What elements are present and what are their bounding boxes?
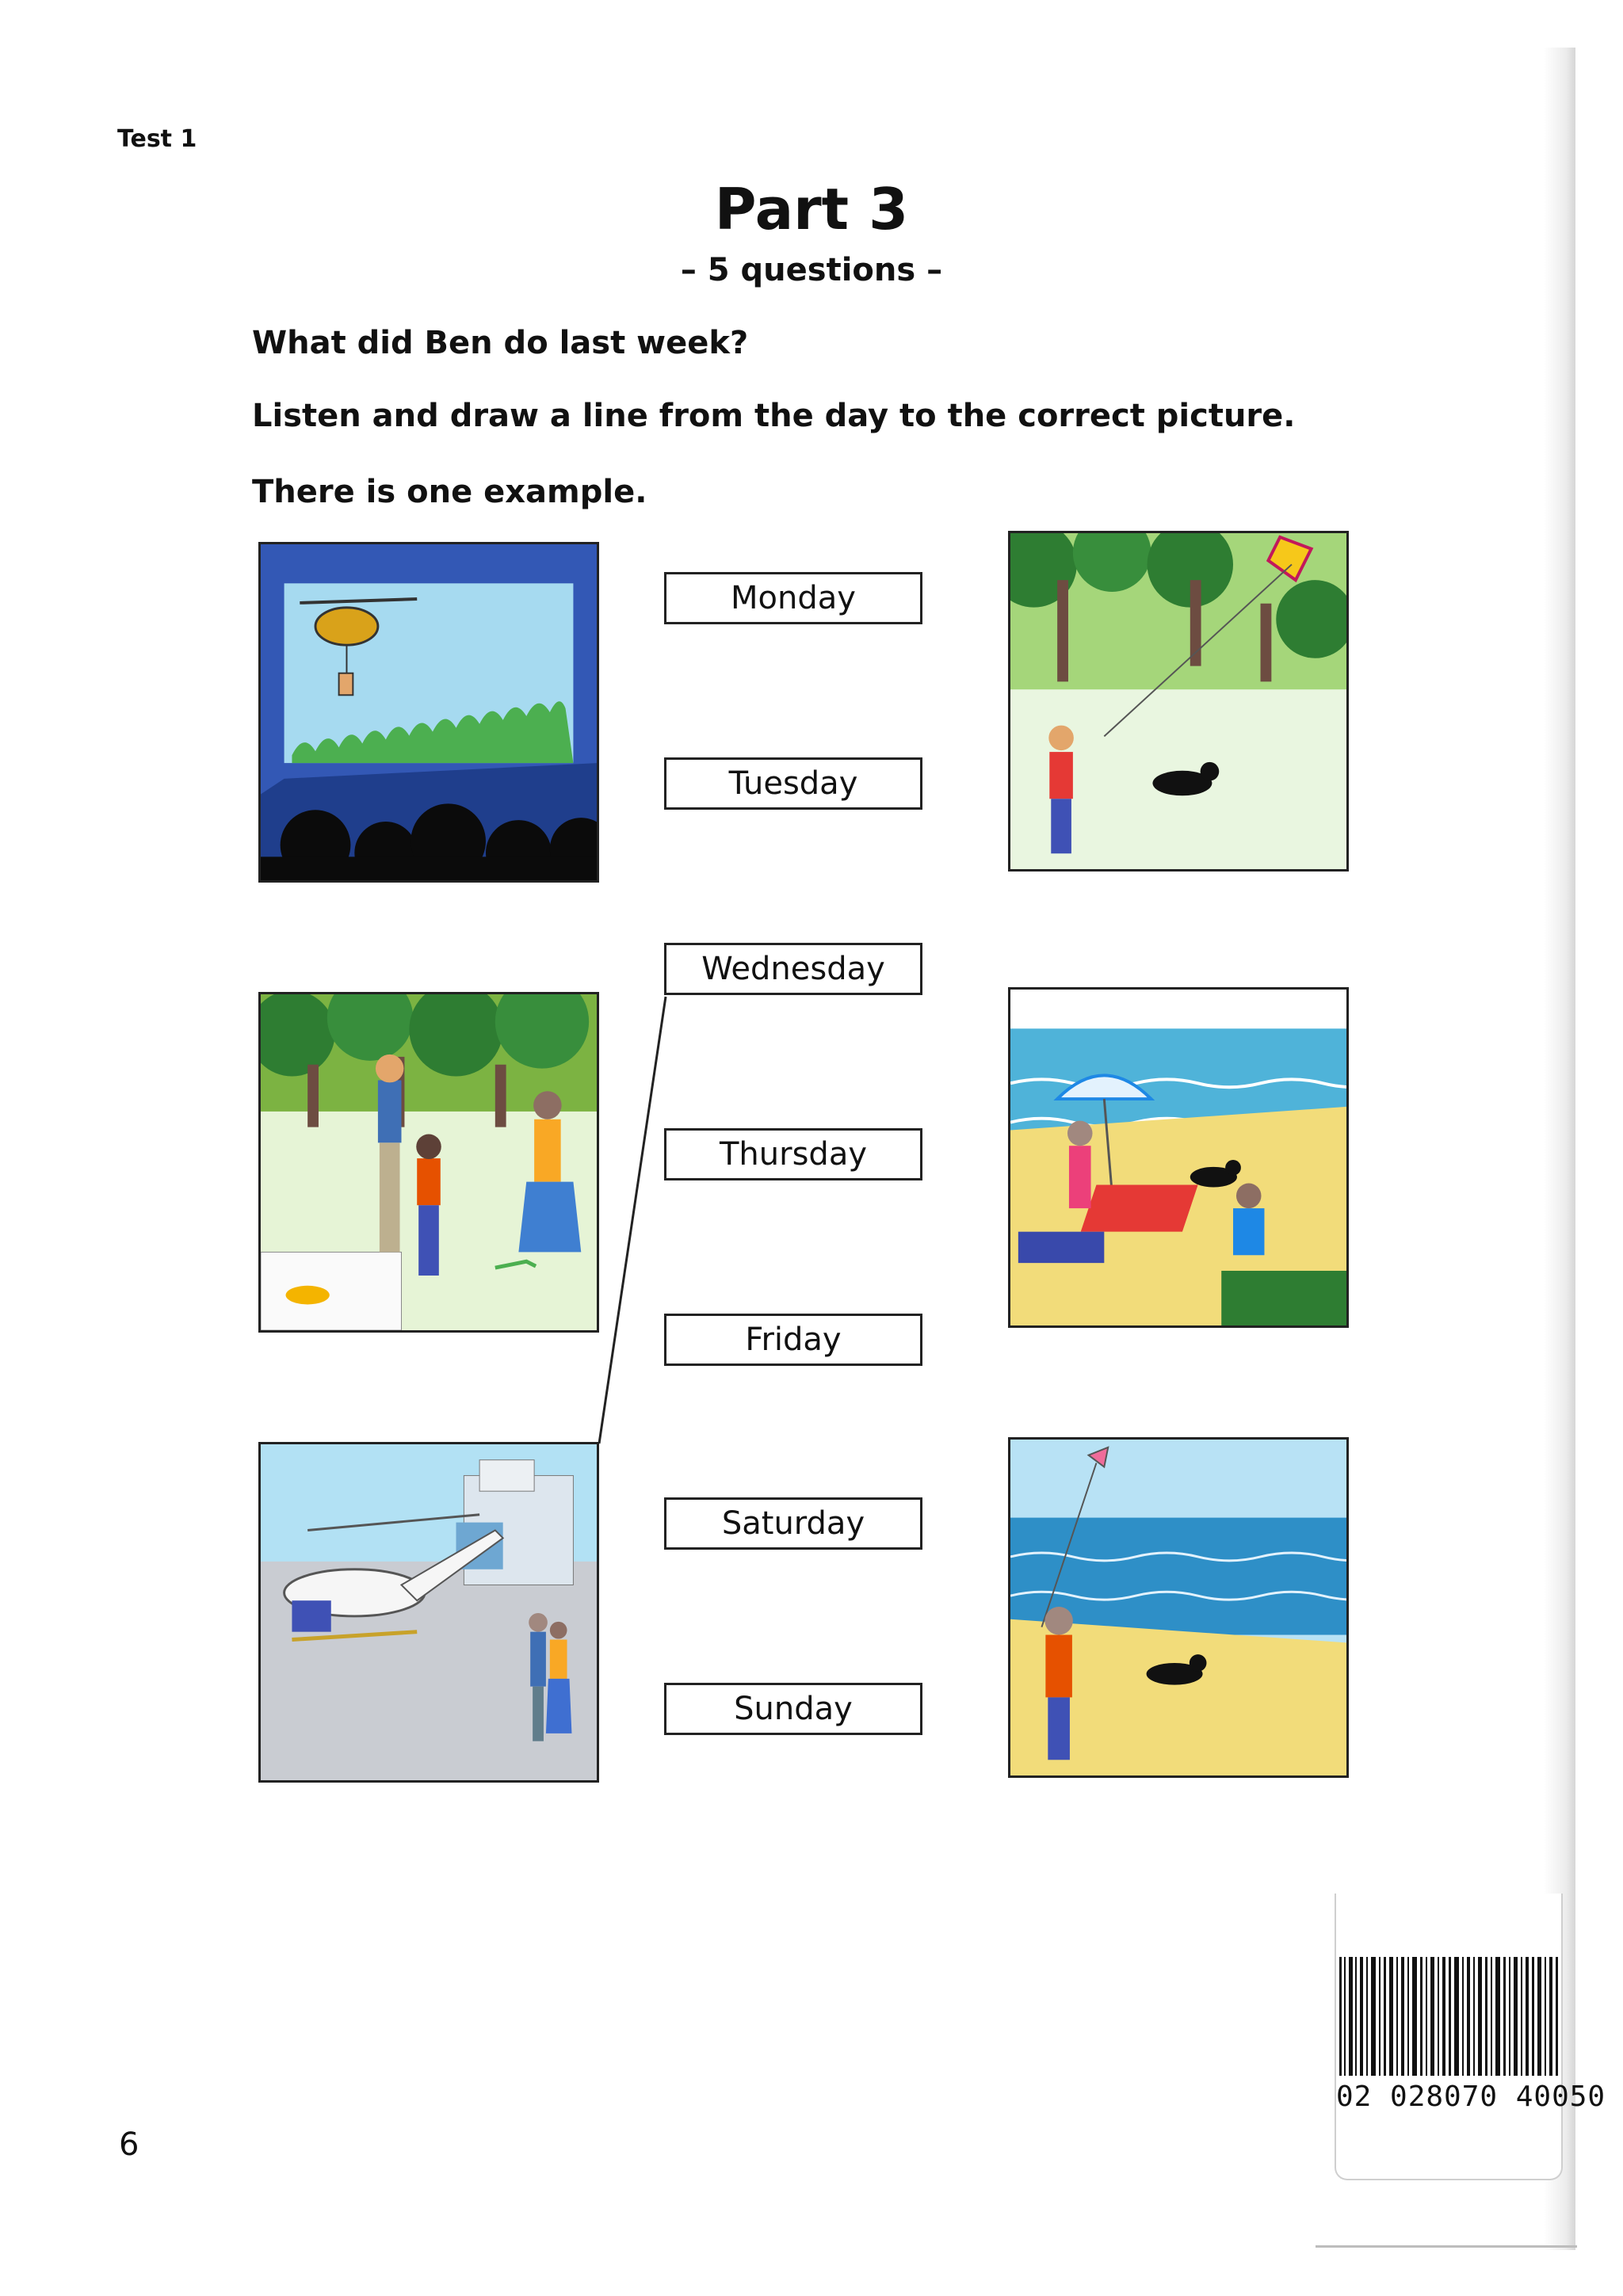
barcode-sticker <box>1335 1894 1606 2180</box>
picture-cinema-film[interactable] <box>258 542 599 883</box>
example-note: There is one example. <box>252 474 647 510</box>
day-box-wednesday[interactable]: Wednesday <box>664 943 922 995</box>
day-box-monday[interactable]: Monday <box>664 572 922 624</box>
part-title: Part 3 <box>714 176 909 242</box>
question-text: What did Ben do last week? <box>252 325 749 361</box>
page-number: 6 <box>119 2126 139 2163</box>
picture-picnic-in-forest[interactable] <box>258 992 599 1333</box>
picture-airport-helicopter[interactable] <box>258 1442 599 1783</box>
test-label: Test 1 <box>117 125 197 153</box>
part-subtitle: – 5 questions – <box>680 252 943 288</box>
picture-kite-on-beach[interactable] <box>1008 1437 1349 1778</box>
day-box-sunday[interactable]: Sunday <box>664 1683 922 1735</box>
day-box-friday[interactable]: Friday <box>664 1314 922 1366</box>
picture-flying-kite-in-park[interactable] <box>1008 531 1349 871</box>
bottom-rule <box>1316 2245 1577 2248</box>
day-box-tuesday[interactable]: Tuesday <box>664 757 922 810</box>
picture-family-at-beach[interactable] <box>1008 987 1349 1328</box>
barcode <box>1336 1957 1561 2076</box>
task-instruction: Listen and draw a line from the day to the correct picture. <box>252 398 1296 434</box>
day-box-thursday[interactable]: Thursday <box>664 1128 922 1180</box>
barcode-number: 02 028070 40050 <box>1336 2081 1606 2113</box>
day-box-saturday[interactable]: Saturday <box>664 1497 922 1550</box>
